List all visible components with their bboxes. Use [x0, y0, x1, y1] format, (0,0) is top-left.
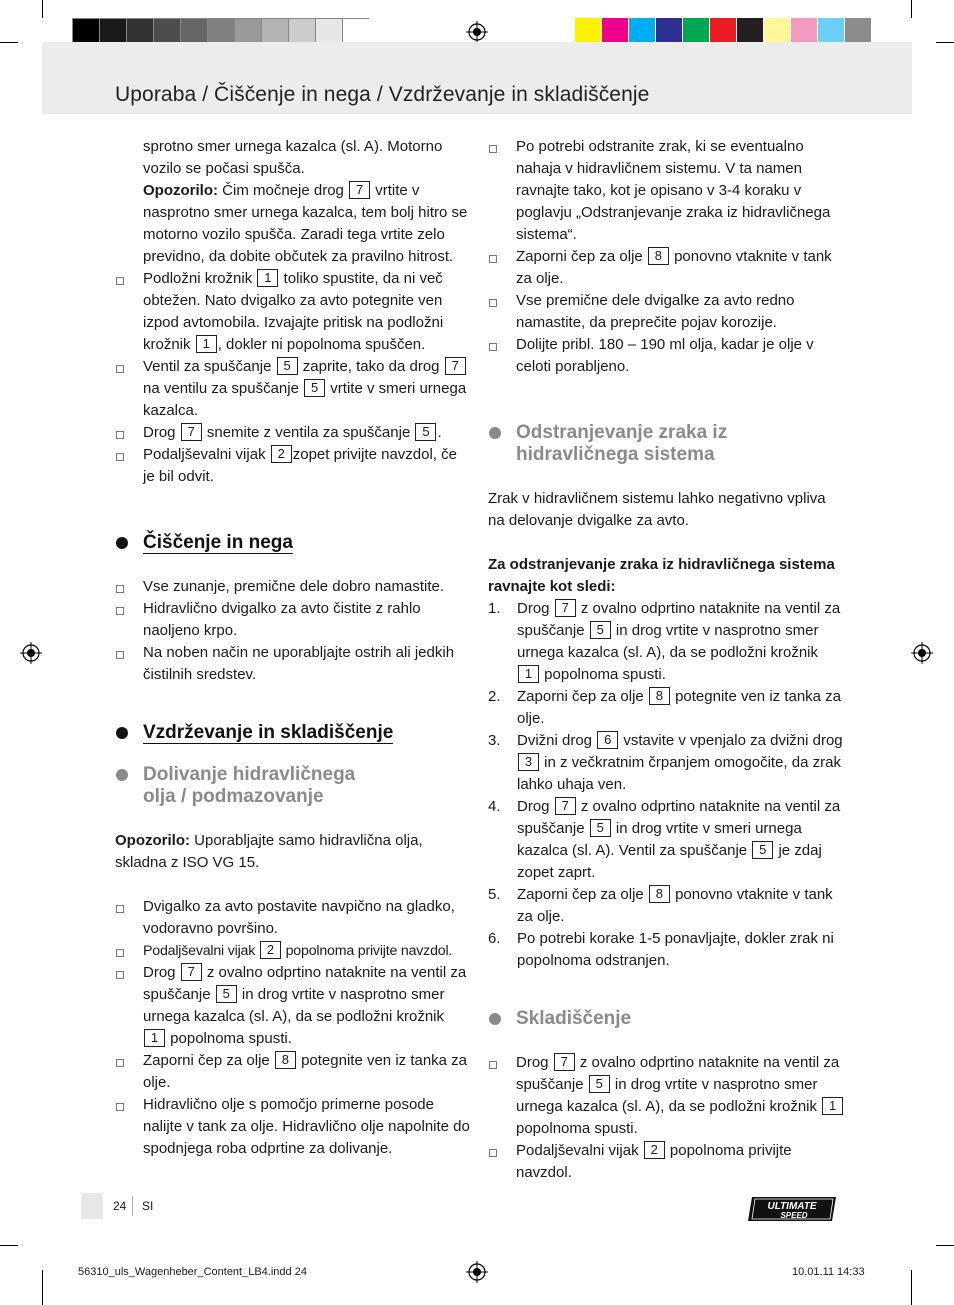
- list-item: Vse premične dele dvigalke za avto redno namastite, da preprečite pojav korozije.: [488, 290, 845, 334]
- part-ref-box: 8: [649, 885, 670, 903]
- list-item: Dvigalko za avto postavite navpično na gladko, vodoravno površino.: [115, 896, 470, 940]
- part-ref-box: 8: [648, 247, 669, 265]
- part-ref-box: 2: [271, 445, 292, 463]
- left-column: [115, 136, 470, 1160]
- crop-mark: [936, 42, 954, 43]
- warning-paragraph: Opozorilo: Uporabljajte samo hidravlična olja, skladna z ISO VG 15.: [115, 832, 423, 871]
- crop-mark: [0, 1245, 18, 1246]
- bullet-dot-icon: [489, 427, 501, 439]
- part-ref-box: 8: [649, 687, 670, 705]
- list-item: Na noben način ne uporabljajte ostrih ali jedkih čistilnih sredstev.: [115, 642, 470, 686]
- bullet-dot-icon: [116, 537, 128, 549]
- part-ref-box: 5: [304, 379, 325, 397]
- part-ref-box: 5: [216, 985, 237, 1003]
- storage-list: [488, 1052, 845, 1184]
- subheading-storage: Skladiščenje: [488, 1008, 845, 1030]
- part-ref-box: 7: [554, 1053, 575, 1071]
- list-item: Drog 7 z ovalno odprtino nataknite na ventil za spuščanje 5 in drog vrtite v nasprotno smer urnega kazalca (sl. A), da se podložni krožnik 1 popolnoma spusti.: [115, 962, 470, 1050]
- page-number-tab: [81, 1193, 103, 1219]
- part-ref-box: 2: [260, 941, 281, 959]
- part-ref-box: 5: [277, 357, 298, 375]
- part-ref-box: 1: [196, 335, 217, 353]
- list-item: Ventil za spuščanje 5 zaprite, tako da drog 7 na ventilu za spuščanje 5 vrtite v smeri urnega kazalca.: [115, 356, 470, 422]
- intro-paragraph: Zrak v hidravličnem sistemu lahko negativno vpliva na delovanje dvigalke za avto.: [488, 490, 826, 529]
- part-ref-box: 7: [181, 963, 202, 981]
- usage-steps-list: [115, 268, 470, 488]
- list-item: 6. Po potrebi korake 1-5 ponavljajte, dokler zrak ni popolnoma odstranjen.: [488, 930, 834, 969]
- list-item: Hidravlično olje s pomočjo primerne posode nalijte v tank za olje. Hidravlično olje napolnite do spodnjega roba odprtine za dolivanje.: [115, 1094, 470, 1160]
- list-item: Podaljševalni vijak 2 popolnoma privijte navzdol.: [488, 1140, 845, 1184]
- part-ref-box: 7: [555, 797, 576, 815]
- list-item: Drog 7 z ovalno odprtino nataknite na ventil za spuščanje 5 in drog vrtite v nasprotno smer urnega kazalca (sl. A), da se podložni krožnik 1 popolnoma spusti.: [488, 1052, 845, 1140]
- list-item: Zaporni čep za olje 8 potegnite ven iz tanka za olje.: [115, 1050, 470, 1094]
- crop-mark: [42, 1270, 43, 1305]
- list-item: 5. Zaporni čep za olje 8 ponovno vtaknite v tank za olje.: [488, 886, 833, 925]
- section-heading-cleaning: Čiščenje in nega: [115, 532, 470, 554]
- cleaning-list: [115, 576, 470, 686]
- part-ref-box: 1: [144, 1029, 165, 1047]
- crop-mark: [936, 1245, 954, 1246]
- crop-mark: [42, 0, 43, 18]
- part-ref-box: 1: [822, 1097, 843, 1115]
- bold-intro: Za odstranjevanje zraka iz hidravličnega sistema ravnajte kot sledi:: [488, 556, 835, 595]
- page-title: Uporaba / Čiščenje in nega / Vzdrževanje in skladiščenje: [115, 83, 650, 106]
- bullet-dot-icon: [116, 769, 128, 781]
- part-ref-box: 1: [257, 269, 278, 287]
- file-info: 56310_uls_Wagenheber_Content_LB4.indd 24: [78, 1266, 307, 1278]
- subheading-oil-refill: Dolivanje hidravličnega olja / podmazovanje: [115, 764, 470, 808]
- svg-text:ULTIMATE: ULTIMATE: [767, 1201, 817, 1212]
- oil-refill-list-continued: [488, 136, 845, 378]
- list-item: 4. Drog 7 z ovalno odprtino nataknite na ventil za spuščanje 5 in drog vrtite v smeri urnega kazalca (sl. A). Ventil za spuščanje 5 je zdaj zopet zaprt.: [488, 798, 841, 881]
- svg-text:SPEED: SPEED: [780, 1211, 808, 1220]
- part-ref-box: 2: [644, 1141, 665, 1159]
- list-item: Vse zunanje, premične dele dobro namastite.: [115, 576, 470, 598]
- list-item: Podaljševalni vijak 2 popolnoma privijte navzdol.: [115, 940, 470, 962]
- list-item: 1. Drog 7 z ovalno odprtino nataknite na ventil za spuščanje 5 in drog vrtite v nasprotno smer urnega kazalca (sl. A), da se podložni krožnik 1 popolnoma spusti.: [488, 600, 841, 683]
- bullet-dot-icon: [489, 1013, 501, 1025]
- list-item: Podaljševalni vijak 2 zopet privijte navzdol, če je bil odvit.: [115, 444, 470, 488]
- part-ref-box: 5: [589, 1075, 610, 1093]
- list-item: Zaporni čep za olje 8 ponovno vtaknite v tank za olje.: [488, 246, 845, 290]
- air-removal-steps: [488, 598, 845, 972]
- section-heading-maintenance: Vzdrževanje in skladiščenje: [115, 722, 470, 744]
- right-column: [488, 136, 845, 1184]
- oil-refill-list: [115, 896, 470, 1160]
- part-ref-box: 5: [590, 621, 611, 639]
- crop-mark: [911, 0, 912, 18]
- registration-mark-icon: [20, 642, 42, 664]
- registration-mark-icon: [466, 21, 488, 43]
- list-item: Podložni krožnik 1 toliko spustite, da ni več obtežen. Nato dvigalko za avto potegnite ven izpod avtomobila. Izvajajte pritisk na podložni krožnik 1 , dokler ni popolnoma spuščen.: [115, 268, 470, 356]
- part-ref-box: 3: [518, 753, 539, 771]
- part-ref-box: 5: [415, 423, 436, 441]
- part-ref-box: 7: [555, 599, 576, 617]
- list-item: Hidravlično dvigalko za avto čistite z rahlo naoljeno krpo.: [115, 598, 470, 642]
- list-item: 2. Zaporni čep za olje 8 potegnite ven iz tanka za olje.: [488, 688, 842, 727]
- list-item: Po potrebi odstranite zrak, ki se eventualno nahaja v hidravličnem sistemu. V ta namen ravnajte tako, kot je opisano v 3-4 koraku v poglavju „Odstranjevanje zraka iz hidravličnega sistema“.: [488, 136, 845, 246]
- part-ref-box: 7: [445, 357, 466, 375]
- part-ref-box: 1: [518, 665, 539, 683]
- footer-divider: [132, 1196, 133, 1216]
- registration-mark-icon: [911, 642, 933, 664]
- part-ref-box: 5: [752, 841, 773, 859]
- part-ref-box: 7: [181, 423, 202, 441]
- bullet-dot-icon: [116, 727, 128, 739]
- list-item: 3. Dvižni drog 6 vstavite v vpenjalo za dvižni drog 3 in z večkratnim črpanjem omogočite, da zrak lahko uhaja ven.: [488, 732, 843, 793]
- date-info: 10.01.11 14:33: [792, 1266, 865, 1278]
- part-ref-box: 5: [590, 819, 611, 837]
- list-item: Dolijte pribl. 180 – 190 ml olja, kadar je olje v celoti porabljeno.: [488, 334, 845, 378]
- part-ref-box: 6: [597, 731, 618, 749]
- subheading-air-removal: Odstranjevanje zraka iz hidravličnega sistema: [488, 422, 845, 466]
- language-code: SI: [142, 1199, 154, 1213]
- part-ref-box: 7: [349, 181, 370, 199]
- part-ref-box: 8: [275, 1051, 296, 1069]
- warning-paragraph: Opozorilo: Čim močneje drog 7 vrtite v nasprotno smer urnega kazalca, tem bolj hitro se motorno vozilo spušča. Zaradi tega vrtite zelo previdno, da dobite občutek za pravilno hitrost.: [143, 182, 468, 265]
- list-item: Drog 7 snemite z ventila za spuščanje 5 .: [115, 422, 470, 444]
- registration-mark-icon: [466, 1261, 488, 1283]
- page-number: 24: [113, 1199, 127, 1213]
- ultimate-speed-logo: [748, 1195, 840, 1223]
- continued-paragraph: sprotno smer urnega kazalca (sl. A). Motorno vozilo se počasi spušča. Opozorilo: Čim močneje drog 7 vrtite v nasprotno smer urnega kazalca, tem bolj hitro se motorno vozilo spušča. Zaradi tega vrtite zelo previdno, da dobite občutek za pravilno hitrost.: [115, 136, 470, 268]
- crop-mark: [911, 1270, 912, 1305]
- crop-mark: [0, 42, 18, 43]
